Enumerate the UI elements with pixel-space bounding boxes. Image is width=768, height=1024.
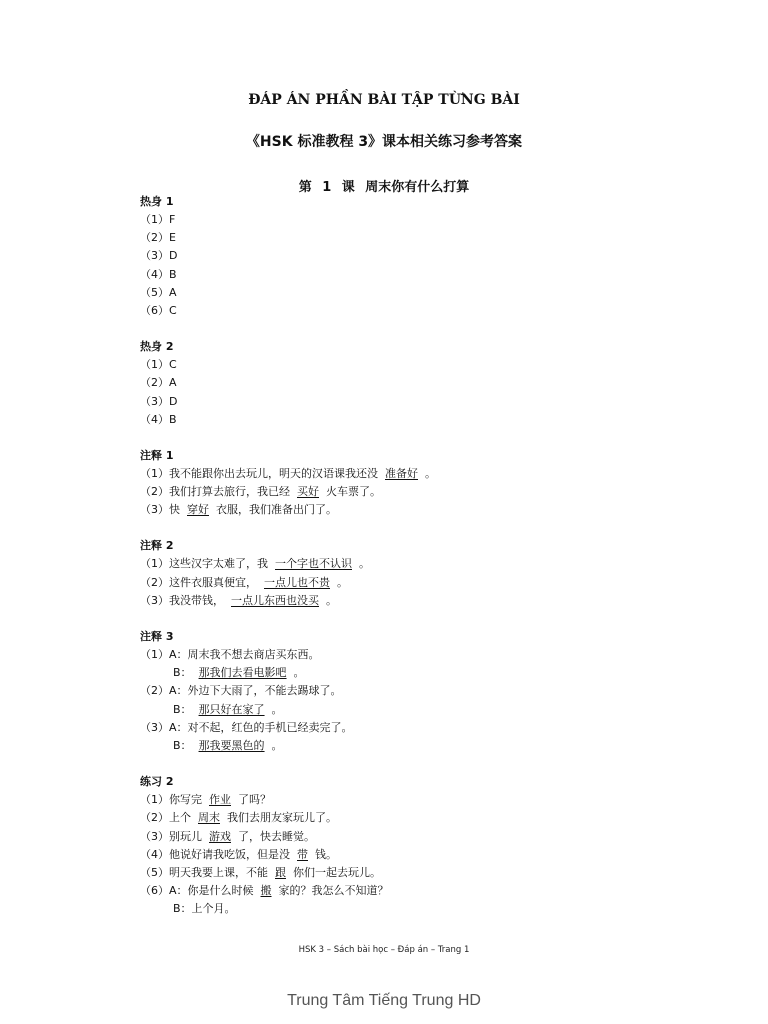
answer-line — [140, 737, 700, 755]
answer-line — [140, 882, 700, 900]
line-text: B： — [173, 738, 192, 752]
answer-line — [140, 229, 700, 247]
line-text: （4）B — [140, 267, 177, 281]
line-text: 。 — [271, 702, 283, 716]
answer-line — [140, 791, 700, 809]
line-text: 。 — [425, 466, 436, 480]
line-text: B： — [173, 702, 192, 716]
line-text: （1）这些汉字太难了，我 — [140, 557, 268, 571]
line-text: 。 — [293, 666, 305, 680]
answer-line — [140, 465, 700, 483]
answer-content — [140, 193, 700, 936]
line-text: 了，快去睡觉。 — [238, 829, 315, 843]
answer-line — [140, 664, 700, 682]
answer-line — [140, 374, 700, 392]
filled-blank: 作业 — [209, 793, 231, 807]
filled-blank: 搬 — [260, 884, 272, 898]
answer-line — [140, 646, 700, 664]
line-text: 。 — [326, 593, 337, 607]
answer-line — [140, 555, 700, 573]
answer-line — [140, 266, 700, 284]
section-title: 热身 1 — [140, 195, 174, 208]
section-title: 注释 2 — [140, 539, 174, 553]
line-text: B： — [173, 666, 192, 680]
line-text: 衣服，我们准备出门了。 — [216, 503, 337, 517]
line-text: （2）我们打算去旅行，我已经 — [140, 485, 290, 499]
answer-line — [140, 701, 700, 719]
line-text: （3）D — [140, 394, 178, 408]
line-text: 钱。 — [315, 847, 337, 861]
page-title: ĐÁP ÁN PHẦN BÀI TẬP TỪNG BÀI — [248, 92, 520, 108]
line-text: 家的？我怎么不知道？ — [278, 884, 389, 898]
line-text: 。 — [337, 575, 348, 589]
answer-section — [140, 193, 700, 320]
line-text: （1）F — [140, 213, 176, 226]
line-text: 。 — [271, 738, 283, 752]
line-text: 我们去朋友家玩儿了。 — [227, 811, 337, 825]
answer-line — [140, 411, 700, 429]
line-text: （6）C — [140, 303, 177, 317]
line-text: 你们一起去玩儿。 — [293, 865, 381, 879]
line-text: （3）快 — [140, 503, 180, 517]
filled-blank: 一点儿也不贵 — [264, 575, 330, 589]
line-text: （2）A — [140, 376, 177, 390]
answer-line — [140, 501, 700, 519]
line-text: （2）这件衣服真便宜， — [140, 575, 257, 589]
filled-blank: 带 — [297, 847, 308, 861]
page-footer: HSK 3 – Sách bài học – Đáp án – Trang 1 — [298, 945, 470, 955]
section-title: 练习 2 — [140, 775, 174, 789]
answer-line — [140, 211, 700, 229]
filled-blank: 那只好在家了 — [198, 702, 265, 716]
answer-line — [140, 284, 700, 302]
answer-line — [140, 483, 700, 501]
section-title: 注释 3 — [140, 630, 174, 643]
filled-blank: 周末 — [198, 811, 220, 825]
answer-section — [140, 773, 700, 918]
answer-section — [140, 447, 700, 520]
line-text: （3）A：对不起，红色的手机已经卖完了。 — [140, 720, 353, 734]
line-text: （6）A：你是什么时候 — [140, 884, 254, 898]
answer-line — [140, 393, 700, 411]
filled-blank: 买好 — [297, 485, 319, 499]
answer-line — [140, 356, 700, 374]
filled-blank: 跟 — [275, 865, 286, 879]
line-text: （1）A：周末我不想去商店买东西。 — [140, 648, 320, 661]
line-text: 了吗？ — [238, 793, 271, 807]
answer-line — [140, 719, 700, 737]
filled-blank: 一个字也不认识 — [275, 557, 352, 571]
section-title: 注释 1 — [140, 448, 174, 462]
answer-line — [140, 809, 700, 827]
answer-line — [140, 864, 700, 882]
answer-line — [140, 247, 700, 265]
line-text: 。 — [359, 557, 370, 571]
section-title: 热身 2 — [140, 340, 174, 354]
line-text: （1）我不能跟你出去玩儿，明天的汉语课我还没 — [140, 466, 378, 480]
page-subtitle: 《HSK 标准教程 3》课本相关练习参考答案 — [245, 134, 523, 150]
answer-section — [140, 338, 700, 429]
filled-blank: 穿好 — [187, 503, 209, 517]
line-text: （3）D — [140, 249, 178, 263]
line-text: B：上个月。 — [173, 902, 236, 916]
line-text: （3）我没带钱， — [140, 593, 224, 607]
answer-section — [140, 628, 700, 755]
line-text: （2）E — [140, 231, 176, 245]
brand-watermark: Trung Tâm Tiếng Trung HD — [287, 992, 481, 1009]
filled-blank: 游戏 — [209, 829, 231, 843]
line-text: （2）A：外边下大雨了，不能去踢球了。 — [140, 684, 342, 698]
answer-line — [140, 592, 700, 610]
line-text: （1）C — [140, 358, 177, 372]
line-text: （2）上个 — [140, 811, 191, 825]
answer-line — [140, 302, 700, 320]
line-text: 火车票了。 — [326, 485, 381, 499]
answer-line — [140, 846, 700, 864]
answer-section — [140, 537, 700, 610]
answer-line — [140, 900, 700, 918]
answer-line — [140, 574, 700, 592]
filled-blank: 那我们去看电影吧 — [198, 666, 287, 680]
line-text: （1）你写完 — [140, 793, 202, 807]
line-text: （4）他说好请我吃饭，但是没 — [140, 847, 290, 861]
lesson-heading: 第 1 课 周末你有什么打算 — [298, 180, 470, 195]
line-text: （3）别玩儿 — [140, 829, 202, 843]
line-text: （5）明天我要上课，不能 — [140, 865, 268, 879]
filled-blank: 一点儿东西也没买 — [231, 593, 319, 607]
answer-line — [140, 828, 700, 846]
filled-blank: 那我要黑色的 — [198, 738, 265, 752]
filled-blank: 准备好 — [385, 466, 418, 480]
answer-line — [140, 682, 700, 700]
line-text: （5）A — [140, 285, 177, 299]
line-text: （4）B — [140, 412, 177, 426]
